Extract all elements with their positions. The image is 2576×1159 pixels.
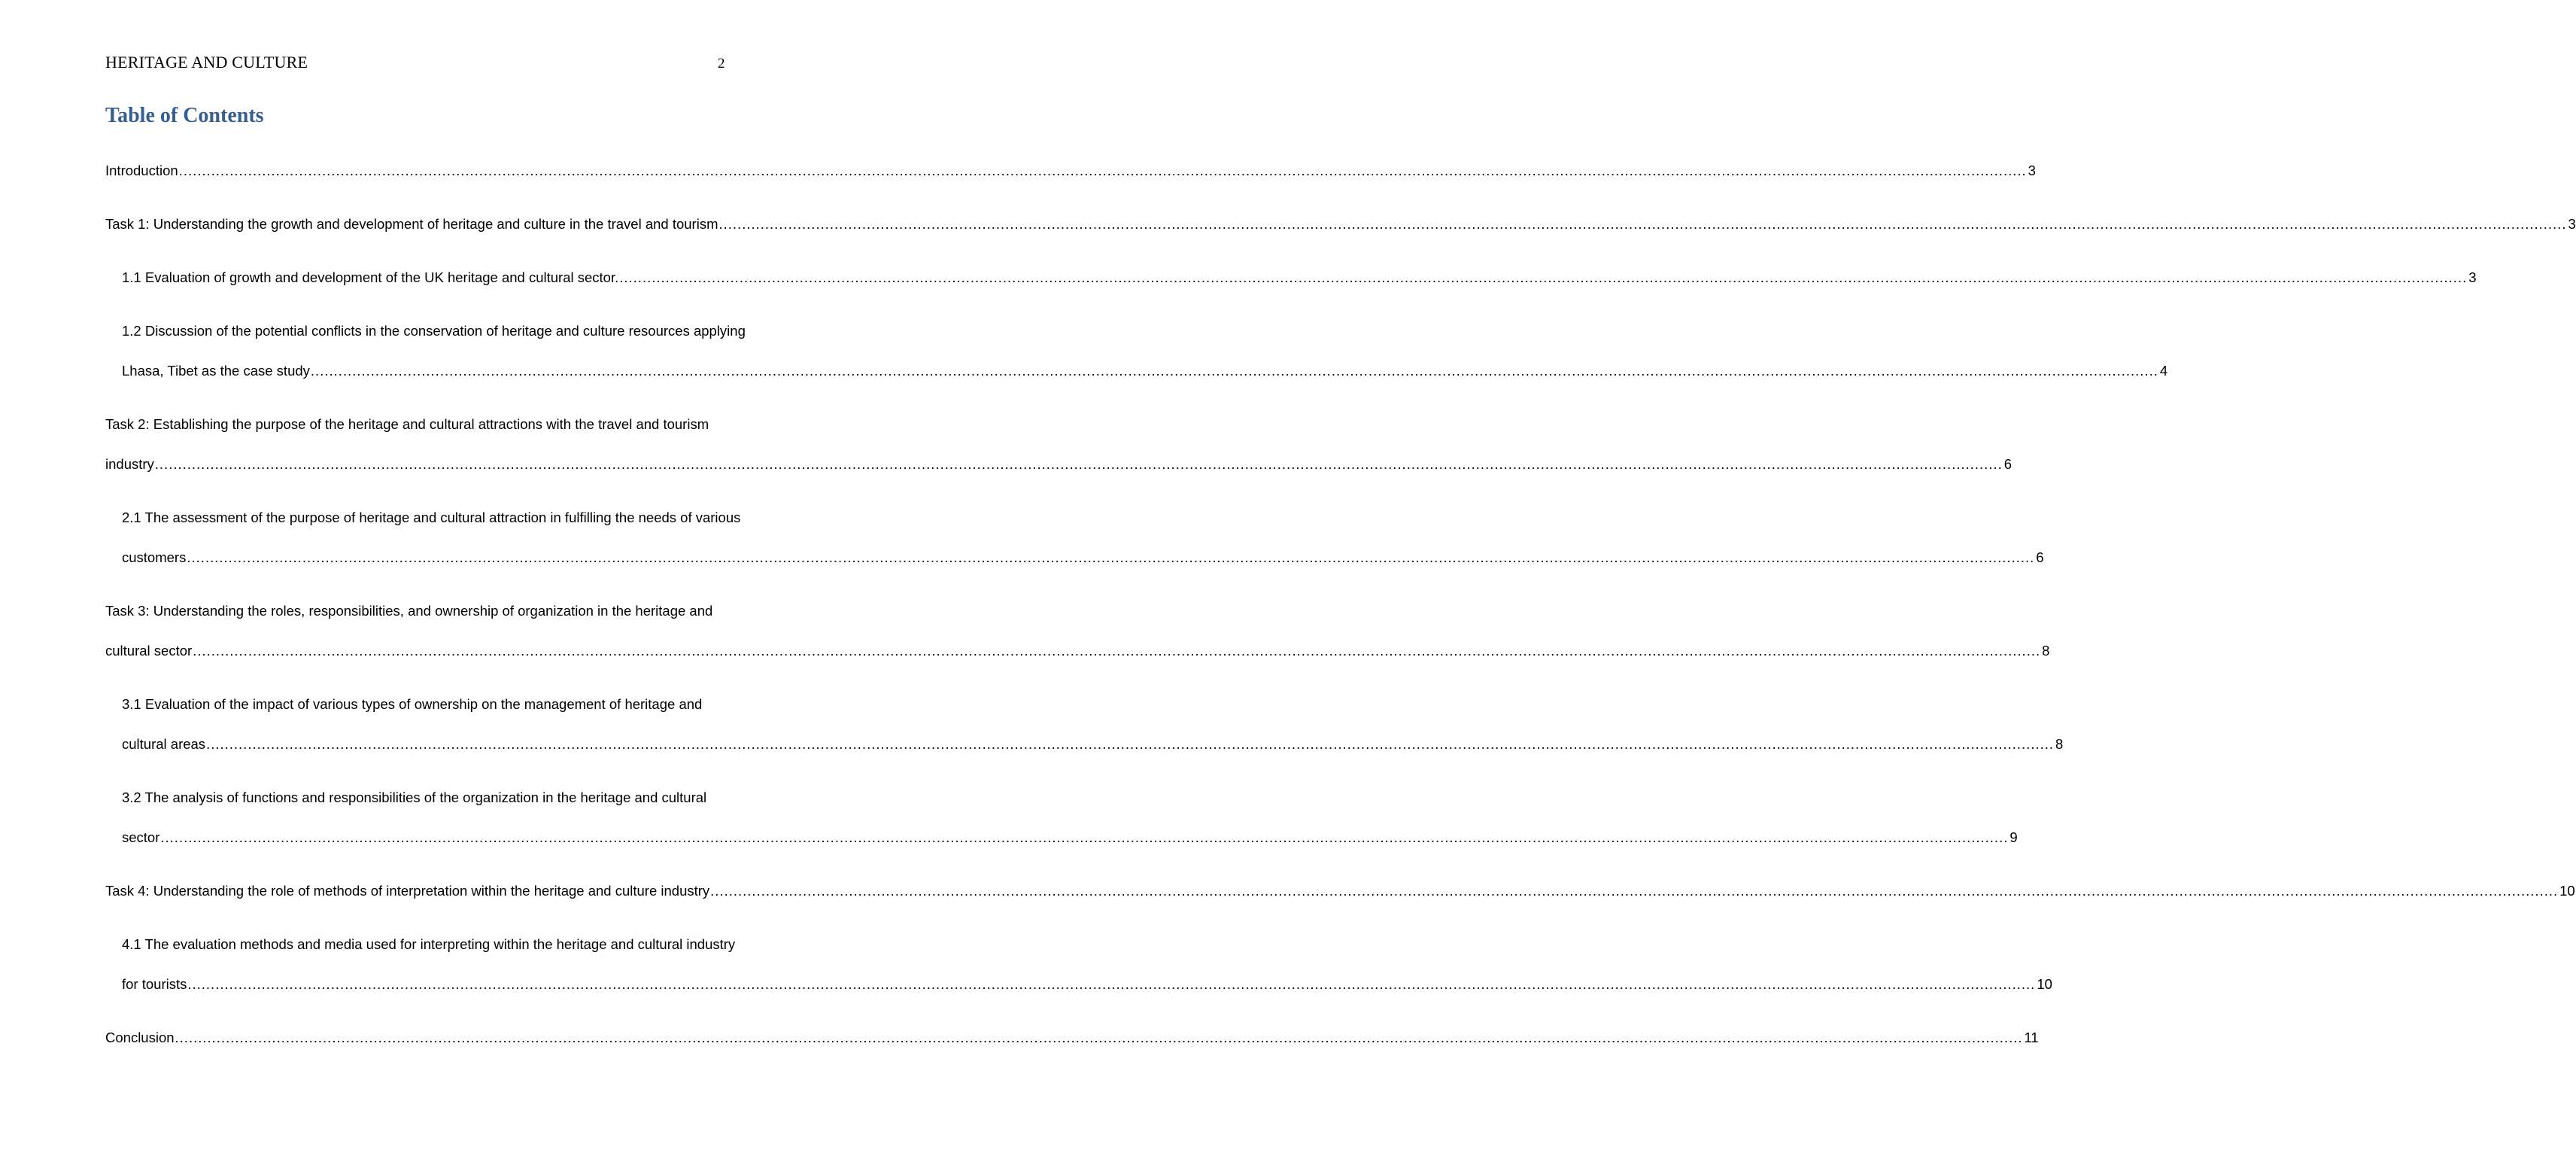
toc-entry-4-1[interactable]: [105, 924, 2052, 1004]
toc-entry-line: [122, 537, 2044, 577]
toc-entry-3-2[interactable]: [105, 777, 2018, 857]
dot-leader: ................................................................................................................................................................................................................................................................................................................................................................................................................: [310, 363, 2158, 379]
dot-leader: ................................................................................................................................................................................................................................................................................................................................................................................................................: [175, 1030, 2023, 1045]
toc-entry-line: [122, 351, 2168, 391]
toc-entry-text: Conclusion: [105, 1030, 175, 1045]
dot-leader: ................................................................................................................................................................................................................................................................................................................................................................................................................: [619, 269, 2468, 285]
toc-entry-introduction[interactable]: [105, 151, 2036, 190]
toc-page-number: 10: [2559, 883, 2575, 899]
toc-entry-conclusion[interactable]: [105, 1018, 2039, 1057]
dot-leader: ................................................................................................................................................................................................................................................................................................................................................................................................................: [718, 216, 2567, 232]
toc-entry-line: [105, 444, 2012, 484]
toc-entry-text: 1.1 Evaluation of growth and development of the UK heritage and cultural sector.: [122, 269, 619, 285]
toc-page-number: 6: [2003, 456, 2012, 472]
toc-entry-text-continued: sector: [122, 829, 160, 845]
toc-entry-line: [105, 204, 2576, 244]
toc-page-number: 3: [2028, 163, 2036, 178]
toc-entry-line: [105, 151, 2036, 190]
toc-page-number: 10: [2037, 976, 2052, 992]
toc-entry-line: [105, 1018, 2039, 1057]
page-number: 2: [718, 56, 725, 71]
toc-page-number: 8: [2055, 736, 2064, 752]
dot-leader: ................................................................................................................................................................................................................................................................................................................................................................................................................: [160, 829, 2009, 845]
toc-entry-text-continued: industry: [105, 456, 154, 472]
running-head: HERITAGE AND CULTURE: [105, 53, 308, 71]
dot-leader: ................................................................................................................................................................................................................................................................................................................................................................................................................: [187, 549, 2035, 565]
toc-page-number: 3: [2568, 216, 2576, 232]
toc-entry-line: [122, 817, 2018, 857]
toc-entry-text: 1.2 Discussion of the potential conflicts in the conservation of heritage and culture resources applying: [122, 323, 746, 339]
toc-entry-text: Task 4: Understanding the role of methods of interpretation within the heritage and culture industry: [105, 883, 710, 899]
toc-entry-text-continued: cultural areas: [122, 736, 206, 752]
toc-entry-text-continued: cultural sector: [105, 643, 193, 659]
toc-entry-1-1[interactable]: [105, 257, 2477, 297]
toc-entry-text: Task 3: Understanding the roles, responsibilities, and ownership of organization in the heritage and: [105, 603, 713, 619]
toc-entry-text: Task 1: Understanding the growth and development of heritage and culture in the travel and tourism: [105, 216, 718, 232]
dot-leader: ................................................................................................................................................................................................................................................................................................................................................................................................................: [206, 736, 2055, 752]
toc-page-number: 3: [2468, 269, 2477, 285]
toc-entry-text: Task 2: Establishing the purpose of the heritage and cultural attractions with the travel and tourism: [105, 416, 709, 432]
toc-entry-text-continued: customers: [122, 549, 187, 565]
toc-entry-3-1[interactable]: [105, 684, 2064, 764]
dot-leader: ................................................................................................................................................................................................................................................................................................................................................................................................................: [710, 883, 2559, 899]
toc-page-number: 8: [2042, 643, 2050, 659]
toc-page-number: 9: [2009, 829, 2018, 845]
toc-entry-text: Introduction: [105, 163, 178, 178]
toc-entry-line: [105, 631, 2050, 671]
toc-page-number: 11: [2024, 1030, 2039, 1045]
toc-page-number: 6: [2036, 549, 2044, 565]
toc-entry-1-2[interactable]: [105, 311, 2168, 391]
toc-entry-task-3[interactable]: [105, 591, 2050, 671]
toc-entry-line: [122, 257, 2477, 297]
toc-entry-task-4[interactable]: [105, 871, 2575, 911]
dot-leader: ................................................................................................................................................................................................................................................................................................................................................................................................................: [178, 163, 2027, 178]
table-of-contents: [105, 151, 2576, 1071]
toc-page-number: 4: [2159, 363, 2168, 379]
toc-entry-line: [105, 871, 2575, 911]
toc-entry-text-continued: for tourists: [122, 976, 187, 992]
toc-entry-text: 3.2 The analysis of functions and responsibilities of the organization in the heritage and cultural: [122, 789, 707, 805]
toc-entry-task-2[interactable]: [105, 404, 2012, 484]
toc-entry-text-continued: Lhasa, Tibet as the case study: [122, 363, 310, 379]
toc-entry-2-1[interactable]: [105, 497, 2044, 577]
dot-leader: ................................................................................................................................................................................................................................................................................................................................................................................................................: [193, 643, 2041, 659]
toc-title: Table of Contents: [105, 104, 264, 127]
toc-entry-text: 3.1 Evaluation of the impact of various types of ownership on the management of heritage and: [122, 696, 703, 712]
toc-entry-line: [122, 724, 2064, 764]
toc-entry-text: 2.1 The assessment of the purpose of heritage and cultural attraction in fulfilling the needs of various: [122, 510, 741, 525]
toc-entry-task-1[interactable]: [105, 204, 2576, 244]
dot-leader: ................................................................................................................................................................................................................................................................................................................................................................................................................: [154, 456, 2003, 472]
dot-leader: ................................................................................................................................................................................................................................................................................................................................................................................................................: [187, 976, 2036, 992]
toc-entry-text: 4.1 The evaluation methods and media used for interpreting within the heritage and cultural industry: [122, 936, 736, 952]
toc-entry-line: [122, 964, 2052, 1004]
